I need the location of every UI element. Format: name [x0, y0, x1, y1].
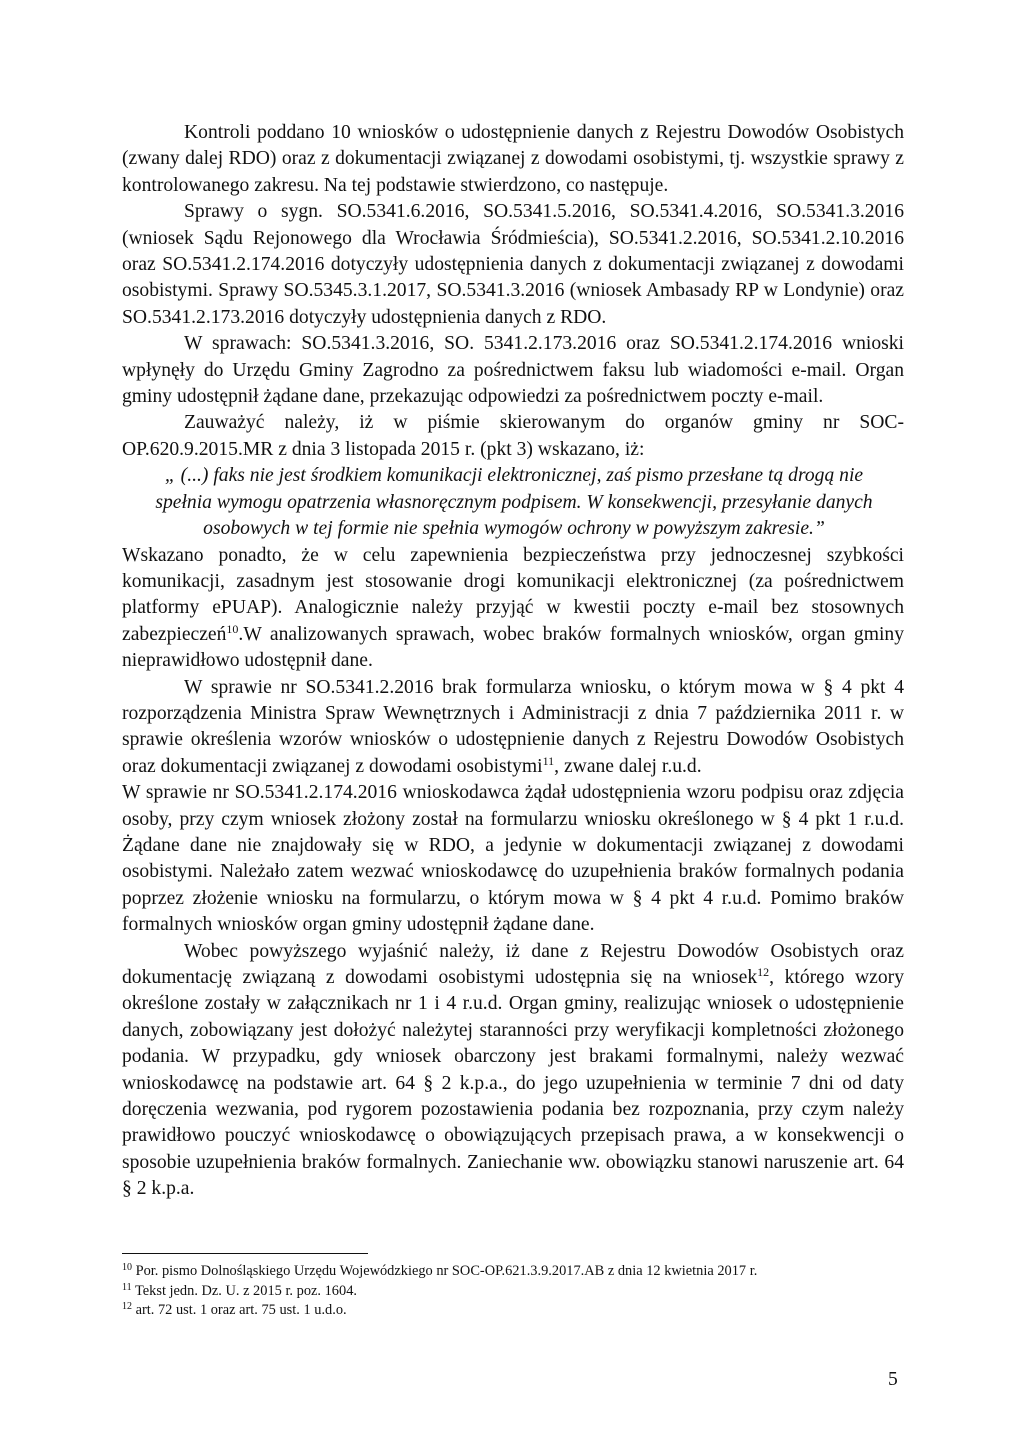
paragraph-case-list: Sprawy o sygn. SO.5341.6.2016, SO.5341.5.2016, SO.5341.4.2016, SO.5341.3.2016 (wniosek Sądu Rejonowego dla Wrocławia Śródmieścia), SO.5341.2.2016, SO.5341.2.10.2016 oraz SO.5341.2.174.2016 dotyczyły udostępnienia danych z dokumentacji związanej z dowodami osobistymi. Sprawy SO.5345.3.1.2017, SO.5341.3.2016 (wniosek Ambasady RP w Londynie) oraz SO.5341.2.173.2016 dotyczyły udostępnienia danych z RDO. [122, 201, 904, 328]
paragraph-conclusion-text-cont: , którego wzory określone zostały w załącznikach nr 1 i 4 r.u.d. Organ gminy, realizując wniosek o udostępnienie danych, zobowiązany jest dołożyć należytej staranności przy weryfikacji kompletności złożonego podania. W przypadku, gdy wniosek obarczony jest brakami formalnymi, należy wezwać wnioskodawcę na podstawie art. 64 § 2 k.p.a., do jego uzupełnienia w terminie 7 dni od daty doręczenia wezwania, pod rygorem pozostawienia podania bez rozpoznania, przy czym należy prawidłowo pouczyć wnioskodawcę o obowiązujących przepisach prawa, a w konsekwencji o sposobie uzupełnienia braków formalnych. Zaniechanie ww. obowiązku stanowi naruszenie art. 64 § 2 k.p.a. [122, 967, 904, 1200]
footnote-number: 11 [122, 1281, 132, 1293]
paragraph-missing-form-text: W sprawie nr SO.5341.2.2016 brak formularza wniosku, o którym mowa w § 4 pkt 4 rozporządzenia Ministra Spraw Wewnętrznych i Administracji z dnia 7 października 2011 r. w sprawie określenia wzorów wniosków o udostępnienie danych z Rejestru Dowodów Osobistych oraz dokumentacji związanej z dowodami osobistymi [122, 676, 904, 777]
paragraph-missing-form [122, 675, 904, 781]
paragraph-epuap-text: Wskazano ponadto, że w celu zapewnienia bezpieczeństwa przy jednoczesnej szybkości komunikacji, zasadnym jest stosowanie drogi komunikacji elektronicznej (za pośrednictwem platformy ePUAP). Analogicznie należy przyjąć w kwestii poczty e-mail bez stosownych zabezpieczeń [122, 544, 904, 645]
footnote-11 [122, 1282, 904, 1302]
footnote-text: art. 72 ust. 1 oraz art. 75 ust. 1 u.d.o. [132, 1302, 347, 1319]
paragraph-scope: Kontroli poddano 10 wniosków o udostępnienie danych z Rejestru Dowodów Osobistych (zwany dalej RDO) oraz z dokumentacji związanej z dowodami osobistymi, tj. wszystkie sprawy z kontrolowanego zakresu. Na tej podstawie stwierdzono, co następuje. [122, 122, 904, 196]
footnote-ref-11: 11 [542, 753, 555, 768]
footnote-ref-10: 10 [226, 621, 239, 636]
paragraph-signature-request: W sprawie nr SO.5341.2.174.2016 wnioskodawca żądał udostępnienia wzoru podpisu oraz zdjęcia osoby, przy czym wniosek złożony został na formularzu wniosku określonego w § 4 pkt 1 r.u.d. Żądane dane nie znajdowały się w RDO, a jedynie w dokumentacji związanej z dowodami osobistymi. Należało zatem wezwać wnioskodawcę do uzupełnienia braków formalnych podania poprzez złożenie wniosku na formularzu, o którym mowa w § 4 pkt 4 r.u.d. Pomimo braków formalnych wniosków organ gminy udostępnił żądane dane. [122, 782, 904, 936]
footnotes [122, 1262, 904, 1321]
paragraph-epuap [122, 543, 904, 675]
paragraph-fax-email: W sprawach: SO.5341.3.2016, SO. 5341.2.173.2016 oraz SO.5341.2.174.2016 wnioski wpłynęły do Urzędu Gminy Zagrodno za pośrednictwem faksu lub wiadomości e-mail. Organ gminy udostępnił żądane dane, przekazując odpowiedzi za pośrednictwem poczty e-mail. [122, 333, 904, 408]
footnote-divider [122, 1253, 368, 1254]
footnote-number: 12 [122, 1301, 132, 1313]
block-quote: „ (...) faks nie jest środkiem komunikacji elektronicznej, zaś pismo przesłane tą drogą nie spełnia wymogu opatrzenia własnoręcznym podpisem. W konsekwencji, przesyłanie danych osobowych w tej formie nie spełnia wymogów ochrony w powyższym zakresie.” [155, 465, 873, 540]
paragraph-epuap-text-cont: .W analizowanych sprawach, wobec braków formalnych wniosków, organ gminy nieprawidłowo udostępnił dane. [122, 623, 904, 672]
footnote-text: Tekst jedn. Dz. U. z 2015 r. poz. 1604. [131, 1282, 357, 1299]
page-number: 5 [888, 1369, 898, 1390]
footnote-number: 10 [122, 1262, 132, 1273]
paragraph-missing-form-text-cont: , zwane dalej r.u.d. [554, 755, 702, 777]
paragraph-conclusion-text: Wobec powyższego wyjaśnić należy, iż dane z Rejestru Dowodów Osobistych oraz dokumentację związaną z dowodami osobistymi udostępnia się na wniosek [122, 940, 904, 988]
footnote-10 [122, 1262, 904, 1282]
paragraph-conclusion [122, 939, 904, 1203]
paragraph-letter-reference: Zauważyć należy, iż w piśmie skierowanym do organów gminy nr SOC-OP.620.9.2015.MR z dnia 3 listopada 2015 r. (pkt 3) wskazano, iż: [122, 412, 904, 460]
body-text [122, 120, 904, 1203]
footnote-text: Por. pismo Dolnośląskiego Urzędu Wojewódzkiego nr SOC-OP.621.3.9.2017.AB z dnia 12 kwietnia 2017 r. [132, 1263, 758, 1279]
footnote-12 [122, 1301, 904, 1321]
footnote-ref-12: 12 [757, 965, 770, 979]
